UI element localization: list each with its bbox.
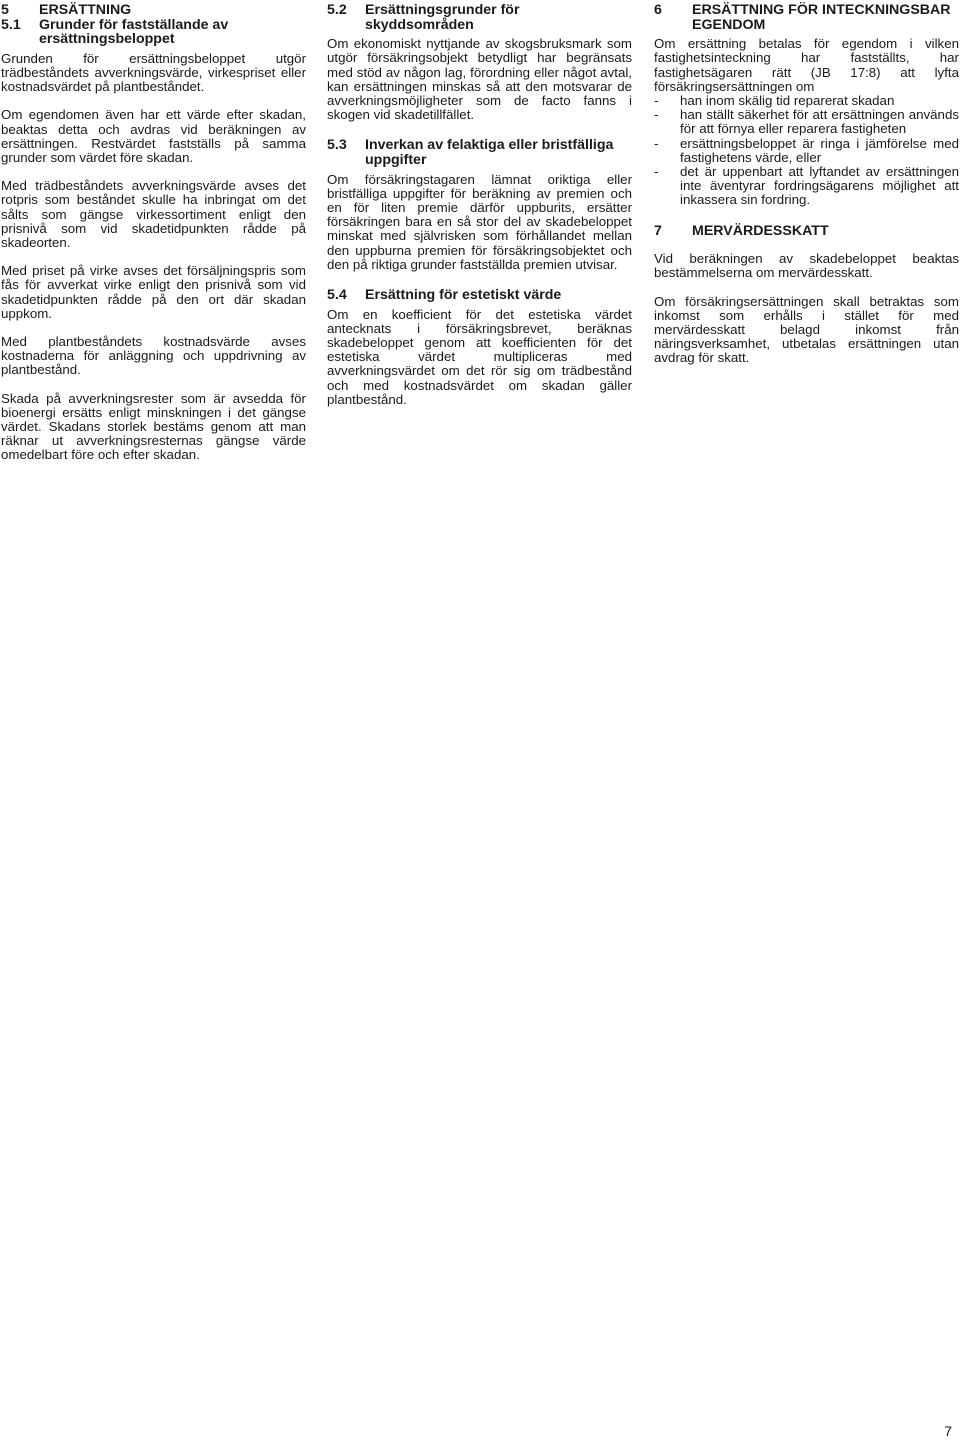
list-item-text: han ställt säkerhet för att ersättningen används för att förnya eller reparera fastigheten xyxy=(680,107,959,137)
heading-7 xyxy=(654,224,959,239)
paragraph: Om egendomen även har ett värde efter skadan, beaktas detta och avdras vid beräkningen av ersättningen. Restvärdet fastställs på samma grunder som värdet före skadan. xyxy=(1,107,306,165)
paragraph: Om försäkringstagaren lämnat oriktiga eller bristfälliga uppgifter för beräkning av premien och en för liten premie därför uppburits, ersätter försäkringen bara en så stor del av skadebeloppet minskat med självrisken som förhållandet mellan den uppburna premien för försäkringsobjektet och den på riktiga grunder fastställda premien utvisar. xyxy=(327,171,632,272)
heading-number: 5.4 xyxy=(327,287,347,304)
list-dash: - xyxy=(654,164,659,180)
heading-5-1 xyxy=(1,18,306,47)
list-dash: - xyxy=(654,135,659,151)
list-dash: - xyxy=(654,107,659,123)
paragraph: Grunden för ersättningsbeloppet utgör trädbeståndets avverkningsvärde, virkespriset eller kostnadsvärdet på plantbeståndet. xyxy=(1,50,306,95)
heading-number: 5.2 xyxy=(327,2,347,18)
paragraph: Om en koefficient för det estetiska värdet antecknats i försäkringsbrevet, beräknas skadebeloppet genom att koefficienten för det estetiska värdet multipliceras med avverkningsvärdet om det rör sig om trädbestånd och med kostnadsvärdet om skadan gäller plantbestånd. xyxy=(327,306,632,407)
list-dash: - xyxy=(654,93,659,108)
heading-number: 6 xyxy=(654,2,662,18)
heading-number: 5.1 xyxy=(1,16,21,33)
paragraph: Med priset på virke avses det försäljningspris som fås för avverkat virke enligt den prisnivå som vid skadetidpunkten rådde på den ort där skadan uppkom. xyxy=(1,263,306,321)
heading-title: ERSÄTTNING FÖR INTECKNINGSBAR EGENDOM xyxy=(692,2,951,33)
heading-6 xyxy=(654,3,959,32)
list-item xyxy=(654,94,959,108)
heading-5 xyxy=(1,3,306,18)
column-3 xyxy=(654,3,959,366)
paragraph: Om ersättning betalas för egendom i vilken fastighetsinteckning har fastställts, har fastighetsägaren rätt (JB 17:8) att lyfta försäkringsersättningen om xyxy=(654,36,959,94)
heading-title: Inverkan av felaktiga eller bristfälliga uppgifter xyxy=(365,137,614,168)
heading-5-4 xyxy=(327,288,632,303)
heading-title: Ersättning för estetiskt värde xyxy=(365,287,562,304)
paragraph: Vid beräkningen av skadebeloppet beaktas bestämmelserna om mervärdesskatt. xyxy=(654,251,959,281)
heading-number: 5.3 xyxy=(327,137,347,154)
heading-5-3 xyxy=(327,138,632,167)
paragraph: Om ekonomiskt nyttjande av skogsbruksmark som utgör försäkringsobjekt betydligt har begränsats med stöd av någon lag, förordning eller något avtal, kan ersättningen minskas så att den motsvarar de avverkningsmöjligheter som de facto fanns i skogen vid skadetillfället. xyxy=(327,36,632,123)
paragraph: Om försäkringsersättningen skall betraktas som inkomst som erhålls i stället för med mervärdesskatt belagd inkomst från näringsverksamhet, utbetalas ersättningen utan avdrag för skatt. xyxy=(654,293,959,366)
page-number: 7 xyxy=(944,1423,952,1439)
paragraph: Skada på avverkningsrester som är avsedda för bioenergi ersätts enligt minskningen i det gängse värdet. Skadans storlek bestäms genom att man räknar ut avverkningsresternas gängse värde omedelbart före och efter skadan. xyxy=(1,390,306,463)
list-item xyxy=(654,137,959,165)
heading-number: 5 xyxy=(1,2,9,18)
column-1 xyxy=(1,3,306,463)
heading-title: Ersättningsgrunder för skyddsområden xyxy=(365,2,520,33)
conditions-list xyxy=(654,94,959,208)
heading-number: 7 xyxy=(654,222,662,239)
list-item-text: ersättningsbeloppet är ringa i jämförelse med fastighetens värde, eller xyxy=(680,135,959,165)
list-item-text: han inom skälig tid reparerat skadan xyxy=(680,93,895,108)
list-item-text: det är uppenbart att lyftandet av ersättningen inte äventyrar fordringsägarens möjlighet att inkassera sin fordring. xyxy=(680,164,959,208)
heading-5-2 xyxy=(327,3,632,32)
heading-title: ERSÄTTNING xyxy=(39,2,132,18)
paragraph: Med trädbeståndets avverkningsvärde avses det rotpris som beståndet skulle ha inbringat om det sålts som gängse virkessortiment enligt den prisnivå som vid skadetidpunkten rådde på skadeorten. xyxy=(1,178,306,251)
column-2 xyxy=(327,3,632,407)
paragraph: Med plantbeståndets kostnadsvärde avses kostnaderna för anläggning och uppdrivning av plantbestånd. xyxy=(1,334,306,378)
heading-title: MERVÄRDESSKATT xyxy=(692,222,829,239)
list-item xyxy=(654,108,959,136)
heading-title: Grunder för fastställande av ersättningsbeloppet xyxy=(39,16,229,48)
list-item xyxy=(654,165,959,208)
